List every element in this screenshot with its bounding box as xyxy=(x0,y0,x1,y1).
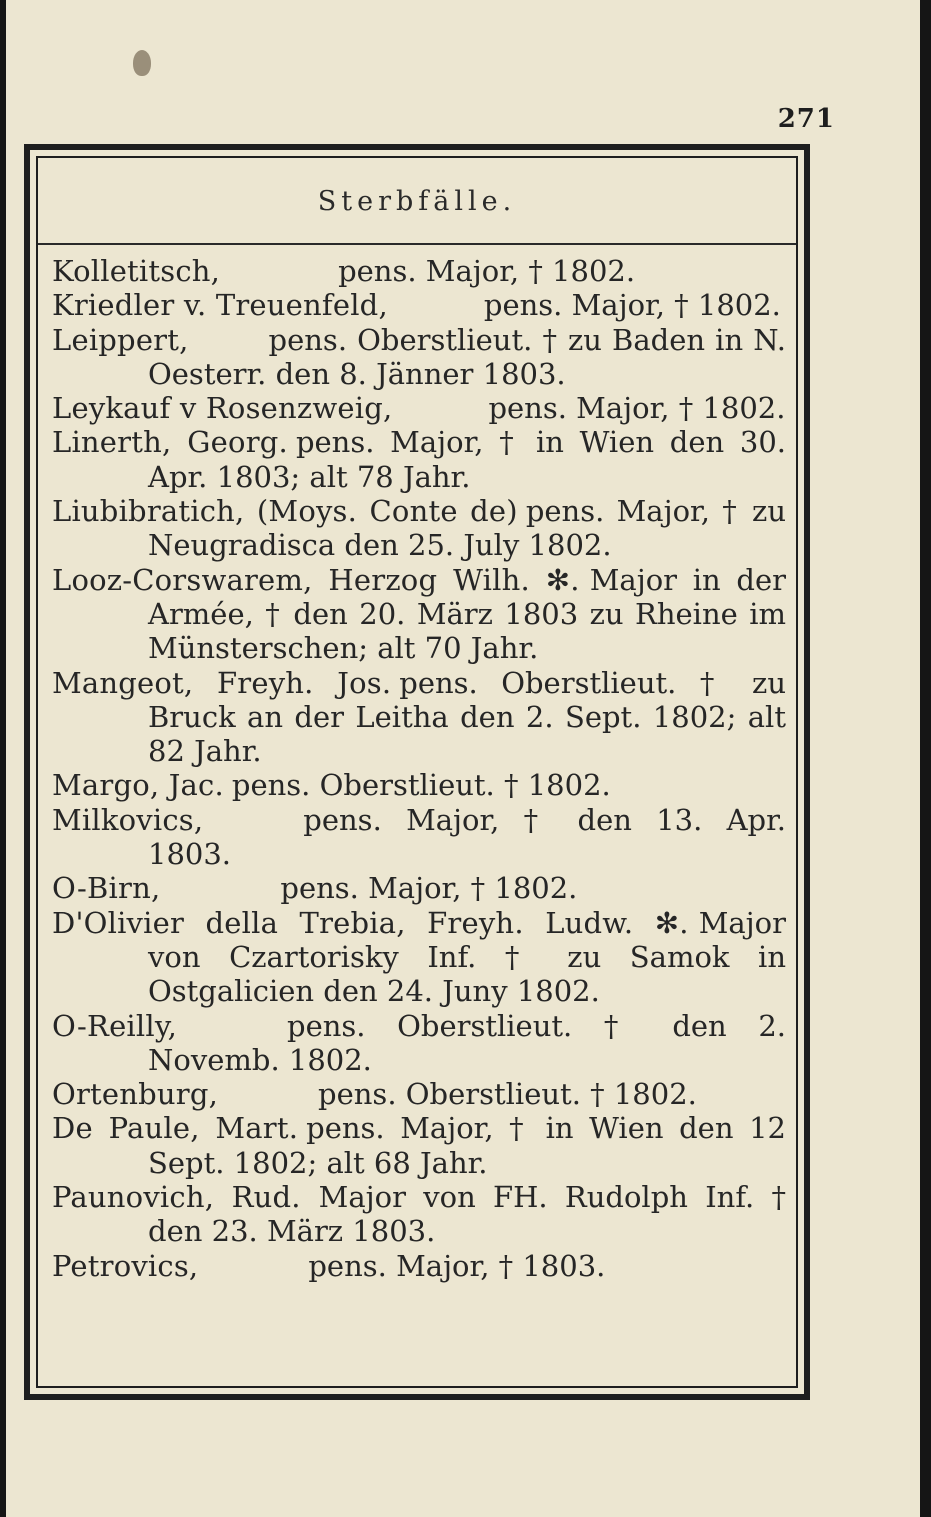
entry-text: pens. Major, † 1802. xyxy=(280,871,578,906)
entry-name: Looz-Corswarem, Herzog Wilh. ✻. xyxy=(52,562,580,597)
list-item xyxy=(52,425,786,494)
list-item xyxy=(52,323,786,392)
entry-text: pens. Oberstlieut. † 1802. xyxy=(318,1077,697,1112)
list-item xyxy=(52,254,786,288)
entry-name: Leykauf v Rosenzweig, xyxy=(52,391,393,426)
list-item xyxy=(52,906,786,1009)
death-notice-list xyxy=(52,254,786,1283)
entry-text: pens. Major, † 1802. xyxy=(338,254,636,288)
entry-name: Mangeot, Freyh. Jos. xyxy=(52,665,392,700)
entry-text: pens. Oberstlieut. † zu Bruck an der Leitha den 2. Sept. 1802; alt 82 Jahr. xyxy=(148,665,786,769)
entry-text: pens. Major, † zu Neugradisca den 25. July 1802. xyxy=(148,494,786,563)
entry-text: pens. Major, † den 13. Apr. 1803. xyxy=(148,802,786,872)
book-page xyxy=(6,0,920,1517)
page-number: 271 xyxy=(777,104,835,134)
entry-text: pens. Oberstlieut. † den 2. Novemb. 1802. xyxy=(148,1008,786,1077)
entry-text: Major von Czartorisky Inf. † zu Samok in Ostgalicien den 24. Juny 1802. xyxy=(148,905,786,1009)
list-item xyxy=(52,391,786,425)
list-item xyxy=(52,803,786,872)
entry-name: Linerth, Georg. xyxy=(52,425,288,460)
list-item xyxy=(52,563,786,666)
list-item xyxy=(52,494,786,563)
entry-name: Liubibratich, (Moys. Conte de) xyxy=(52,494,518,529)
list-item xyxy=(52,288,786,322)
entry-name: Kriedler v. Treuenfeld, xyxy=(52,288,388,323)
list-item xyxy=(52,1009,786,1078)
list-item xyxy=(52,1249,786,1283)
entry-text: Major von FH. Rudolph Inf. † den 23. März 1803. xyxy=(148,1180,786,1249)
entry-name: Margo, Jac. xyxy=(52,768,224,803)
entry-text: pens. Major, † 1802. xyxy=(488,391,786,426)
list-item xyxy=(52,768,786,802)
list-item xyxy=(52,1180,786,1249)
list-item xyxy=(52,666,786,769)
entry-name: Milkovics, xyxy=(52,802,204,837)
entry-name: Kolletitsch, xyxy=(52,254,221,288)
entry-text: pens. Major, † in Wien den 12 Sept. 1802; alt 68 Jahr. xyxy=(148,1111,787,1180)
entry-text: pens. Major, † 1803. xyxy=(308,1248,606,1283)
list-item xyxy=(52,1111,786,1180)
list-item xyxy=(52,871,786,905)
entry-name: O-Reilly, xyxy=(52,1008,178,1043)
entry-text: pens. Oberstlieut. † 1802. xyxy=(231,768,611,803)
ink-stain xyxy=(133,50,151,76)
heading-rule xyxy=(38,243,796,245)
list-item xyxy=(52,1077,786,1111)
entry-name: D'Olivier della Trebia, Freyh. Ludw. ✻. xyxy=(52,905,689,940)
entry-text: Major in der Armée, † den 20. März 1803 zu Rheine im Münsterschen; alt 70 Jahr. xyxy=(148,562,787,666)
entry-text: pens. Major, † in Wien den 30. Apr. 1803; alt 78 Jahr. xyxy=(148,425,787,494)
entry-text: pens. Oberstlieut. † zu Baden in N. Oesterr. den 8. Jänner 1803. xyxy=(148,322,786,391)
section-heading: Sterbfälle. xyxy=(317,186,517,217)
entry-text: pens. Major, † 1802. xyxy=(483,288,781,323)
inner-frame xyxy=(36,156,798,1388)
entry-name: Petrovics, xyxy=(52,1248,199,1283)
page-frame xyxy=(24,144,810,1400)
entry-name: Ortenburg, xyxy=(52,1077,219,1112)
entry-name: De Paule, Mart. xyxy=(52,1111,299,1146)
entry-name: O-Birn, xyxy=(52,871,161,906)
entry-name: Leippert, xyxy=(52,322,189,357)
entry-name: Paunovich, Rud. xyxy=(52,1180,301,1215)
